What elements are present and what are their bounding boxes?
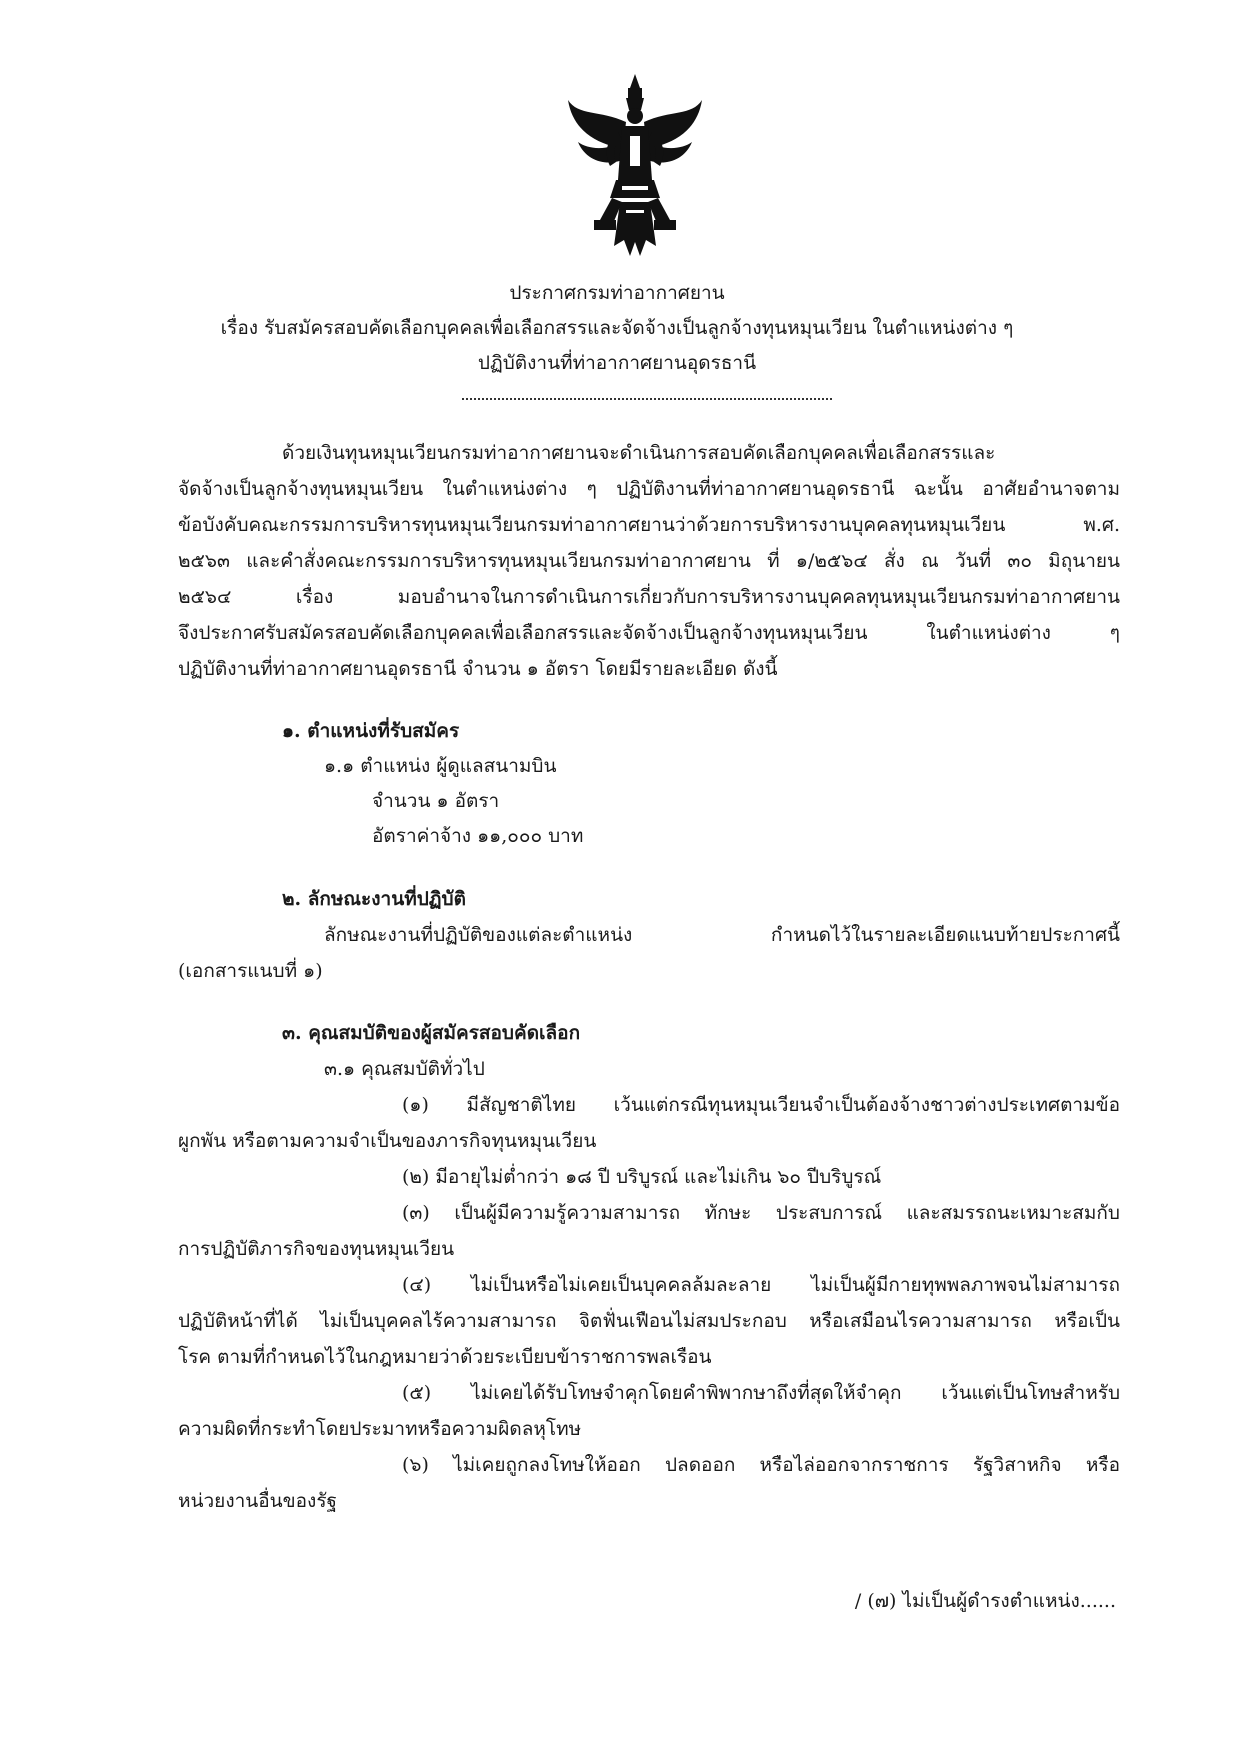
intro-line: ด้วยเงินทุนหมุนเวียนกรมท่าอากาศยานจะดำเนินการสอบคัดเลือกบุคคลเพื่อเลือกสรรและ <box>282 442 996 464</box>
qualification-item: (๔) ไม่เป็นหรือไม่เคยเป็นบุคคลล้มละลาย ไม่เป็นผู้มีกายทุพพลภาพจนไม่สามารถ <box>402 1274 1120 1296</box>
intro-line: จัดจ้างเป็นลูกจ้างทุนหมุนเวียน ในตำแหน่งต่าง ๆ ปฏิบัติงานที่ท่าอากาศยานอุดรธานี ฉะนั้น อาศัยอำนาจตาม <box>178 478 1120 500</box>
announcement-subject: เรื่อง รับสมัครสอบคัดเลือกบุคคลเพื่อเลือกสรรและจัดจ้างเป็นลูกจ้างทุนหมุนเวียน ในตำแหน่งต่าง ๆ <box>220 317 1014 339</box>
qualification-subheading: ๓.๑ คุณสมบัติทั่วไป <box>324 1058 485 1080</box>
qualification-item: (๕) ไม่เคยได้รับโทษจำคุกโดยคำพิพากษาถึงที่สุดให้จำคุก เว้นแต่เป็นโทษสำหรับ <box>402 1382 1120 1404</box>
position-item: ๑.๑ ตำแหน่ง ผู้ดูแลสนามบิน <box>324 755 557 777</box>
intro-line: ๒๕๖๔ เรื่อง มอบอำนาจในการดำเนินการเกี่ยวกับการบริหารงานบุคคลทุนหมุนเวียนกรมท่าอากาศยาน <box>178 586 1120 608</box>
announcement-subject-location: ปฏิบัติงานที่ท่าอากาศยานอุดรธานี <box>477 352 757 374</box>
section-2-heading: ๒. ลักษณะงานที่ปฏิบัติ <box>282 888 466 910</box>
intro-line: ๒๕๖๓ และคำสั่งคณะกรรมการบริหารทุนหมุนเวียนกรมท่าอากาศยาน ที่ ๑/๒๕๖๔ สั่ง ณ วันที่ ๓๐ มิถุนายน <box>178 550 1120 572</box>
position-count: จำนวน ๑ อัตรา <box>372 790 500 812</box>
position-wage: อัตราค่าจ้าง ๑๑,๐๐๐ บาท <box>372 825 584 847</box>
intro-line: ปฏิบัติงานที่ท่าอากาศยานอุดรธานี จำนวน ๑ อัตรา โดยมีรายละเอียด ดังนี้ <box>178 658 778 680</box>
job-description-line: (เอกสารแนบที่ ๑) <box>178 960 323 982</box>
intro-line: ข้อบังคับคณะกรรมการบริหารทุนหมุนเวียนกรมท่าอากาศยานว่าด้วยการบริหารงานบุคคลทุนหมุนเวียน พ.ศ. <box>178 514 1120 536</box>
job-description-line: ลักษณะงานที่ปฏิบัติของแต่ละตำแหน่ง กำหนดไว้ในรายละเอียดแนบท้ายประกาศนี้ <box>324 924 1120 946</box>
qualification-item: (๓) เป็นผู้มีความรู้ความสามารถ ทักษะ ประสบการณ์ และสมรรถนะเหมาะสมกับ <box>402 1202 1120 1224</box>
qualification-item: (๑) มีสัญชาติไทย เว้นแต่กรณีทุนหมุนเวียนจำเป็นต้องจ้างชาวต่างประเทศตามข้อ <box>402 1094 1120 1116</box>
qualification-item: (๖) ไม่เคยถูกลงโทษให้ออก ปลดออก หรือไล่ออกจากราชการ รัฐวิสาหกิจ หรือ <box>402 1454 1120 1476</box>
page-continuation: / (๗) ไม่เป็นผู้ดำรงตำแหน่ง...... <box>854 1590 1116 1612</box>
announcement-title: ประกาศกรมท่าอากาศยาน <box>509 282 725 304</box>
qualification-item: หน่วยงานอื่นของรัฐ <box>178 1490 338 1512</box>
qualification-item: ผูกพัน หรือตามความจำเป็นของภารกิจทุนหมุนเวียน <box>178 1130 597 1152</box>
section-3-heading: ๓. คุณสมบัติของผู้สมัครสอบคัดเลือก <box>282 1022 581 1044</box>
intro-line: จึงประกาศรับสมัครสอบคัดเลือกบุคคลเพื่อเลือกสรรและจัดจ้างเป็นลูกจ้างทุนหมุนเวียน ในตำแหน่งต่าง ๆ <box>178 622 1120 644</box>
garuda-emblem-icon <box>560 70 710 260</box>
qualification-item: ความผิดที่กระทำโดยประมาทหรือความผิดลหุโทษ <box>178 1418 582 1440</box>
section-1-heading: ๑. ตำแหน่งที่รับสมัคร <box>282 720 460 742</box>
qualification-item: การปฏิบัติภารกิจของทุนหมุนเวียน <box>178 1238 455 1260</box>
qualification-item: (๒) มีอายุไม่ต่ำกว่า ๑๘ ปี บริบูรณ์ และไม่เกิน ๖๐ ปีบริบูรณ์ <box>402 1166 882 1188</box>
title-divider <box>462 398 832 400</box>
qualification-item: โรค ตามที่กำหนดไว้ในกฎหมายว่าด้วยระเบียบข้าราชการพลเรือน <box>178 1346 712 1368</box>
qualification-item: ปฏิบัติหน้าที่ได้ ไม่เป็นบุคคลไร้ความสามารถ จิตฟั่นเฟือนไม่สมประกอบ หรือเสมือนไรความสามารถ หรือเป็น <box>178 1310 1120 1332</box>
